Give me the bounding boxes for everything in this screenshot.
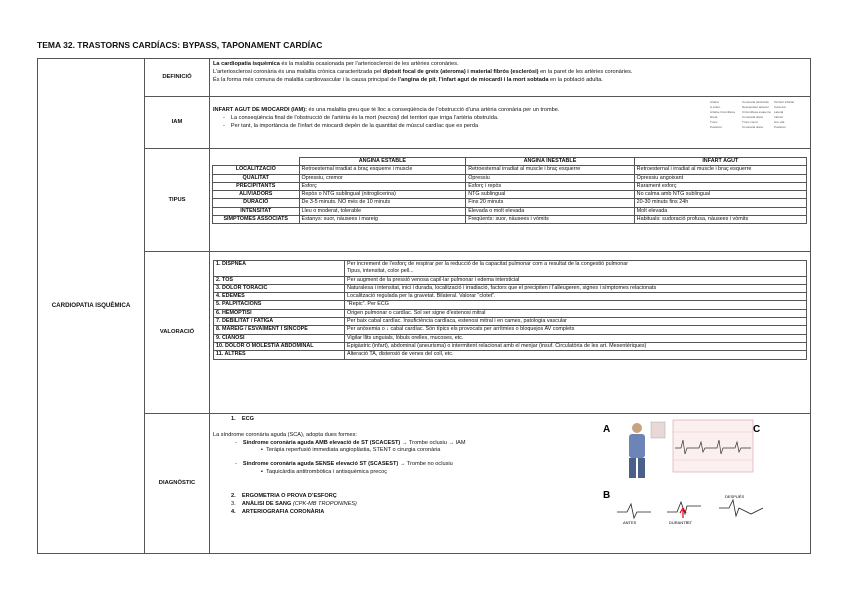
ecg-illustration xyxy=(603,418,771,526)
row-header: INTENSITAT xyxy=(213,207,300,215)
assessment-table: 1. DISPNEA Per increment de l’esforç de respirar per la reducció de la capacitat pulmonar com a resultat de la congestió pulmonar Tipus, intensitat, color pell... 2. TOS Per augment de la pressió venosa capil·lar pulmonar i edema intersticial 3. DOLOR TORÀCIC Naturalesa i intensitat, inici i durada, localització i irradiació, factors que el precipiten i l’alleugeren, signes i símptomes relacionats 4. EDEMES Localització regulada per la gravetat. Bilateral. Valorar “clotet”. 5. PALPITACIONS “Repic”. Per ECG 6. HEMOPTISI Origen pulmonar o cardíac. Sol ser signe d’estenosi mitral 7. DEBILITAT / FATIGA Per baix cabal cardíac. Insuficiència cardíaca, estenosi mitral i en cames, patologia vascular 8. MAREIG / ESVAÏMENT I SÍNCOPE Per anòxemia o ↓ cabal cardíac. Són típics els provocats per arrítmies o bloquejos AV complets 9. CIANOSI Vigilar llits unguials, lòbuls orelles, mucoses, etc. 10. DOLOR O MOLÈSTIA ABDOMINAL Epigàstric (infart), abdominal (aneurisma) o intermitent relacionat amb el menjar (insuf. Circulatòria de les art. Mesentèriques) 11. ALTRES Alteració TA, distensió de venes del coll, etc. xyxy=(213,260,807,360)
row-header: PRECIPITANTS xyxy=(213,182,300,190)
section-iam-label: IAM xyxy=(145,97,210,149)
svg-text:ST: ST xyxy=(687,520,693,525)
row-header: ALIVIADORS xyxy=(213,191,300,199)
svg-text:DURANTE: DURANTE xyxy=(669,520,689,525)
iam-bullet: - La conseqüència final de l’obstrucció de l’artèria és la mort (necrosi) del territori que irriga l’artèria obstruïda. xyxy=(233,115,807,123)
section-diagnostic-label: DIAGNÒSTIC xyxy=(145,414,210,554)
section-definicio-label: DEFINICIÓ xyxy=(145,59,210,97)
section-iam-body: INFART AGUT DE MIOCARDI (IAM): és una malaltia greu que té lloc a conseqüència de l’obstrucció d’una artèria coronària per un trombe. - La conseqüència final de l’obstrucció de l’artèria és la mort (necrosi) del territori que irriga l’artèria obstruïda. - Per tant, la importància de l’infart de miocardi depèn de la quantitat de múscul cardíac que es perda Artèria Coronaria obstruïda Territori infartat A.Anter. Descendent anterior Cara ant. Artèria circumflexa Circumflexa esquerra Lateral Dreta Coronària dreta Inferior Tronc Tronc comú Ant.+lat. Posterior Coronària dreta Posterior xyxy=(210,97,811,149)
svg-text:ANTES: ANTES xyxy=(623,520,637,525)
iam-bullet: - Per tant, la importància de l’infart de miocardi depèn de la quantitat de múscul cardíac que es perda xyxy=(233,123,807,131)
section-tipus-label: TIPUS xyxy=(145,149,210,252)
main-label: CARDIOPATIA ISQUÈMICA xyxy=(38,59,145,554)
summary-table xyxy=(37,58,811,554)
row-header: QUALITAT xyxy=(213,174,300,182)
svg-text:A: A xyxy=(603,424,611,435)
section-valoracio-body xyxy=(210,252,811,414)
coronary-territory-table: Artèria Coronaria obstruïda Territori infartat A.Anter. Descendent anterior Cara ant. Artèria circumflexa Circumflexa esquerra Lateral Dreta Coronària dreta Inferior Tronc Tronc comú Ant.+lat. Posterior Coronària dreta Posterior xyxy=(710,100,795,130)
section-diagnostic-body: 1. ECG La síndrome coronària aguda (SCA), adopta dues formes: - Síndrome coronària aguda AMB elevació de ST (SCACEST) → Trombe oclusiu → IAM ▪ Teràpia reperfusió immediata angioplàstia, STENT o cirurgia coronària - Síndrome coronària aguda SENSE elevació ST (SCASEST) → Trombe no oclusiu ▪ Taquicàrdia antitrombòtica i antisquèmica precoç 2. ERGOMETRIA O PROVA D’ESFORÇ 3. ANÀLISI DE SANG (CPK-MB TROPONINES) 4. ARTERIOGRAFIA CORONÀRIA A C B ANTES DURANTE ST DESPUÉS xyxy=(210,414,811,554)
page-title: TEMA 32. TRASTORNS CARDÍACS: BYPASS, TAPONAMENT CARDÍAC xyxy=(37,40,323,50)
svg-text:B: B xyxy=(603,490,611,501)
svg-text:DESPUÉS: DESPUÉS xyxy=(725,494,745,499)
row-header: SÍMPTOMES ASSOCIATS xyxy=(213,216,300,224)
row-header: DURACIÓ xyxy=(213,199,300,207)
column-header: ANGINA INESTABLE xyxy=(466,158,634,166)
angina-types-table: ANGINA ESTABLE ANGINA INESTABLE INFART AGUT LOCALITZACIÓ Retroesternal irradiat a braç esquerre i muscle Retroesternal irradiat al muscle i braç esquerre Retroesternal i irradiat al muscle i braç esquerre QUALITAT Opressiu, cremor Opressiu Opressiu angoixant PRECIPITANTS Esforç Esforç i repòs Rarament esforç ALIVIADORS Repòs o NTG sublingual (nitroglicerina) NTG sublingual No calma amb NTG sublingual DURACIÓ De 3-5 minuts. NO més de 10 minuts Fins 20 minuts 20-30 minuts fins 24h INTENSITAT Lleu o moderat, tolerable Elevada o molt elevada Molt elevada SÍMPTOMES ASSOCIATS Estanys: suor, nàusees i mareig Freqüents: suor, nàusees i vòmits Habituals: sudoració profusa, nàusees i vòmits xyxy=(212,157,807,224)
column-header: INFART AGUT xyxy=(634,158,806,166)
column-header: ANGINA ESTABLE xyxy=(299,158,466,166)
svg-text:C: C xyxy=(753,424,761,435)
section-definicio-body: La cardiopatia isquèmica és la malaltia ocasionada per l’arteriosclerosi de les artèries coronàries. L’arteriosclerosi coronària és una malaltia crònica caracteritzada pel dipòsit focal de greix (ateroma) i material fibrós (escleròsi) en la paret de les artèries coronàries. És la forma més comuna de malaltia cardiovascular i la causa principal de l’angina de pit, l’infart agut de miocardi i la mort sobtada en la població adulta. xyxy=(210,59,811,97)
section-valoracio-label: VALORACIÓ xyxy=(145,252,210,414)
row-header: LOCALITZACIÓ xyxy=(213,166,300,174)
section-tipus-body xyxy=(210,149,811,252)
